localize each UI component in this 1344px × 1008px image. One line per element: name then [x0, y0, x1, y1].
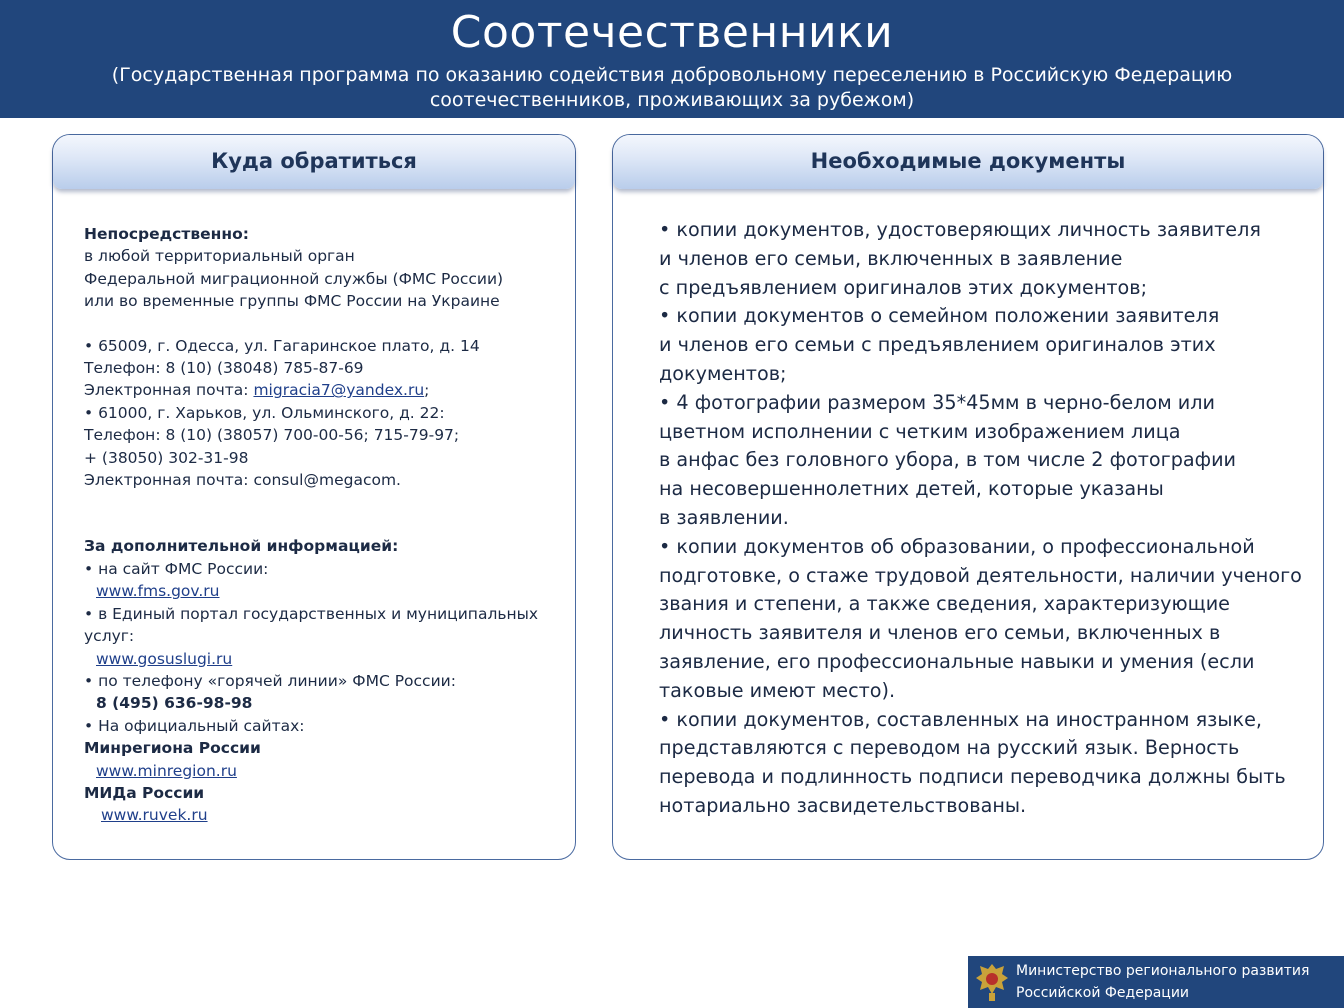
portal-link[interactable]: www.gosuslugi.ru	[96, 649, 233, 668]
portal-link-row	[84, 648, 554, 670]
document-line: • копии документов, удостоверяющих личность заявителя	[659, 218, 1261, 241]
contacts-panel-body	[84, 223, 554, 827]
fms-link[interactable]: www.fms.gov.ru	[96, 582, 220, 601]
document-line: подготовке, о стаже трудовой деятельности, наличии ученого	[659, 563, 1302, 587]
minregion-link[interactable]: www.minregion.ru	[96, 761, 237, 780]
ministry-line: Российской Федерации	[1016, 985, 1190, 1001]
document-line: таковые имеют место).	[659, 678, 896, 702]
ministry-footer	[968, 956, 1344, 1008]
ministry-line: Министерство регионального развития	[1016, 963, 1310, 979]
kharkov-address: • 61000, г. Харьков, ул. Ольминского, д. 22:	[84, 403, 445, 422]
document-line: • копии документов о семейном положении заявителя	[659, 304, 1220, 328]
kharkov-email: Электронная почта: consul@megacom.	[84, 471, 401, 490]
hotline-label: • по телефону «горячей линии» ФМС России:	[84, 671, 456, 690]
odessa-email-line	[84, 379, 554, 401]
ministry-name	[1016, 960, 1309, 1004]
fms-label: • на сайт ФМС России:	[84, 559, 269, 578]
contacts-panel-title: Куда обратиться	[53, 135, 575, 189]
document-line: личность заявителя и членов его семьи, включенных в	[659, 621, 1221, 645]
info-heading: За дополнительной информацией:	[84, 537, 399, 556]
mid-link-row	[84, 804, 554, 826]
page-subtitle	[60, 63, 1284, 113]
page-title: Соотечественники	[450, 7, 894, 58]
coat-of-arms-icon	[974, 960, 1010, 1004]
odessa-email-suffix: ;	[424, 381, 430, 400]
document-line: документов;	[659, 361, 787, 385]
odessa-email-link[interactable]: migracia7@yandex.ru	[253, 381, 425, 400]
documents-list	[659, 216, 1309, 821]
kharkov-phone-2: + (38050) 302-31-98	[84, 448, 249, 467]
document-line: и членов его семьи, включенных в заявление	[659, 246, 1123, 270]
contacts-panel	[52, 134, 576, 860]
odessa-phone: Телефон: 8 (10) (38048) 785-87-69	[84, 359, 364, 378]
subtitle-line: соотечественников, проживающих за рубежом)	[429, 89, 915, 111]
document-line: и членов его семьи с предъявлением оригиналов этих	[659, 333, 1216, 357]
official-label: • На официальный сайтах:	[84, 716, 305, 735]
portal-label: • в Единый портал государственных и муниципальных	[84, 604, 539, 623]
document-line: с предъявлением оригиналов этих документов;	[659, 275, 1148, 299]
document-line: в заявлении.	[659, 505, 789, 529]
document-line: в анфас без головного убора, в том числе 2 фотографии	[659, 448, 1237, 472]
document-line: заявление, его профессиональные навыки и умения (если	[659, 649, 1255, 673]
direct-line: в любой территориальный орган	[84, 247, 355, 266]
hotline-phone: 8 (495) 636-98-98	[96, 694, 253, 713]
document-line: перевода и подлинность подписи переводчика должны быть	[659, 765, 1286, 789]
document-line: звания и степени, а также сведения, характеризующие	[659, 592, 1230, 616]
document-line: • 4 фотографии размером 35*45мм в черно-белом или	[659, 390, 1215, 414]
kharkov-phone: Телефон: 8 (10) (38057) 700-00-56; 715-79-97;	[84, 426, 460, 445]
document-line: нотариально засвидетельствованы.	[659, 793, 1027, 817]
documents-panel-title: Необходимые документы	[613, 135, 1323, 189]
minregion-label: Минрегиона России	[84, 739, 261, 758]
document-line: представляются с переводом на русский язык. Верность	[659, 736, 1240, 760]
odessa-email-label: Электронная почта:	[84, 381, 254, 400]
mid-label: МИДа России	[84, 783, 205, 802]
direct-line: или во временные группы ФМС России на Украине	[84, 292, 500, 311]
document-line: • копии документов, составленных на иностранном языке,	[659, 707, 1262, 731]
minregion-link-row	[84, 760, 554, 782]
document-line: на несовершеннолетних детей, которые указаны	[659, 477, 1164, 501]
document-line: • копии документов об образовании, о профессиональной	[659, 534, 1255, 558]
odessa-address: • 65009, г. Одесса, ул. Гагаринское плато, д. 14	[84, 336, 480, 355]
mid-link[interactable]: www.ruvek.ru	[101, 806, 208, 825]
direct-line: Федеральной миграционной службы (ФМС России)	[84, 269, 504, 288]
direct-heading: Непосредственно:	[84, 225, 249, 243]
fms-link-row	[84, 580, 554, 602]
subtitle-line: (Государственная программа по оказанию содействия добровольному переселению в Российскую Федерацию	[111, 64, 1233, 86]
documents-panel	[612, 134, 1324, 860]
portal-label-cont: услуг:	[84, 627, 135, 646]
header-banner	[0, 0, 1344, 118]
document-line: цветном исполнении с четким изображением лица	[659, 419, 1181, 443]
